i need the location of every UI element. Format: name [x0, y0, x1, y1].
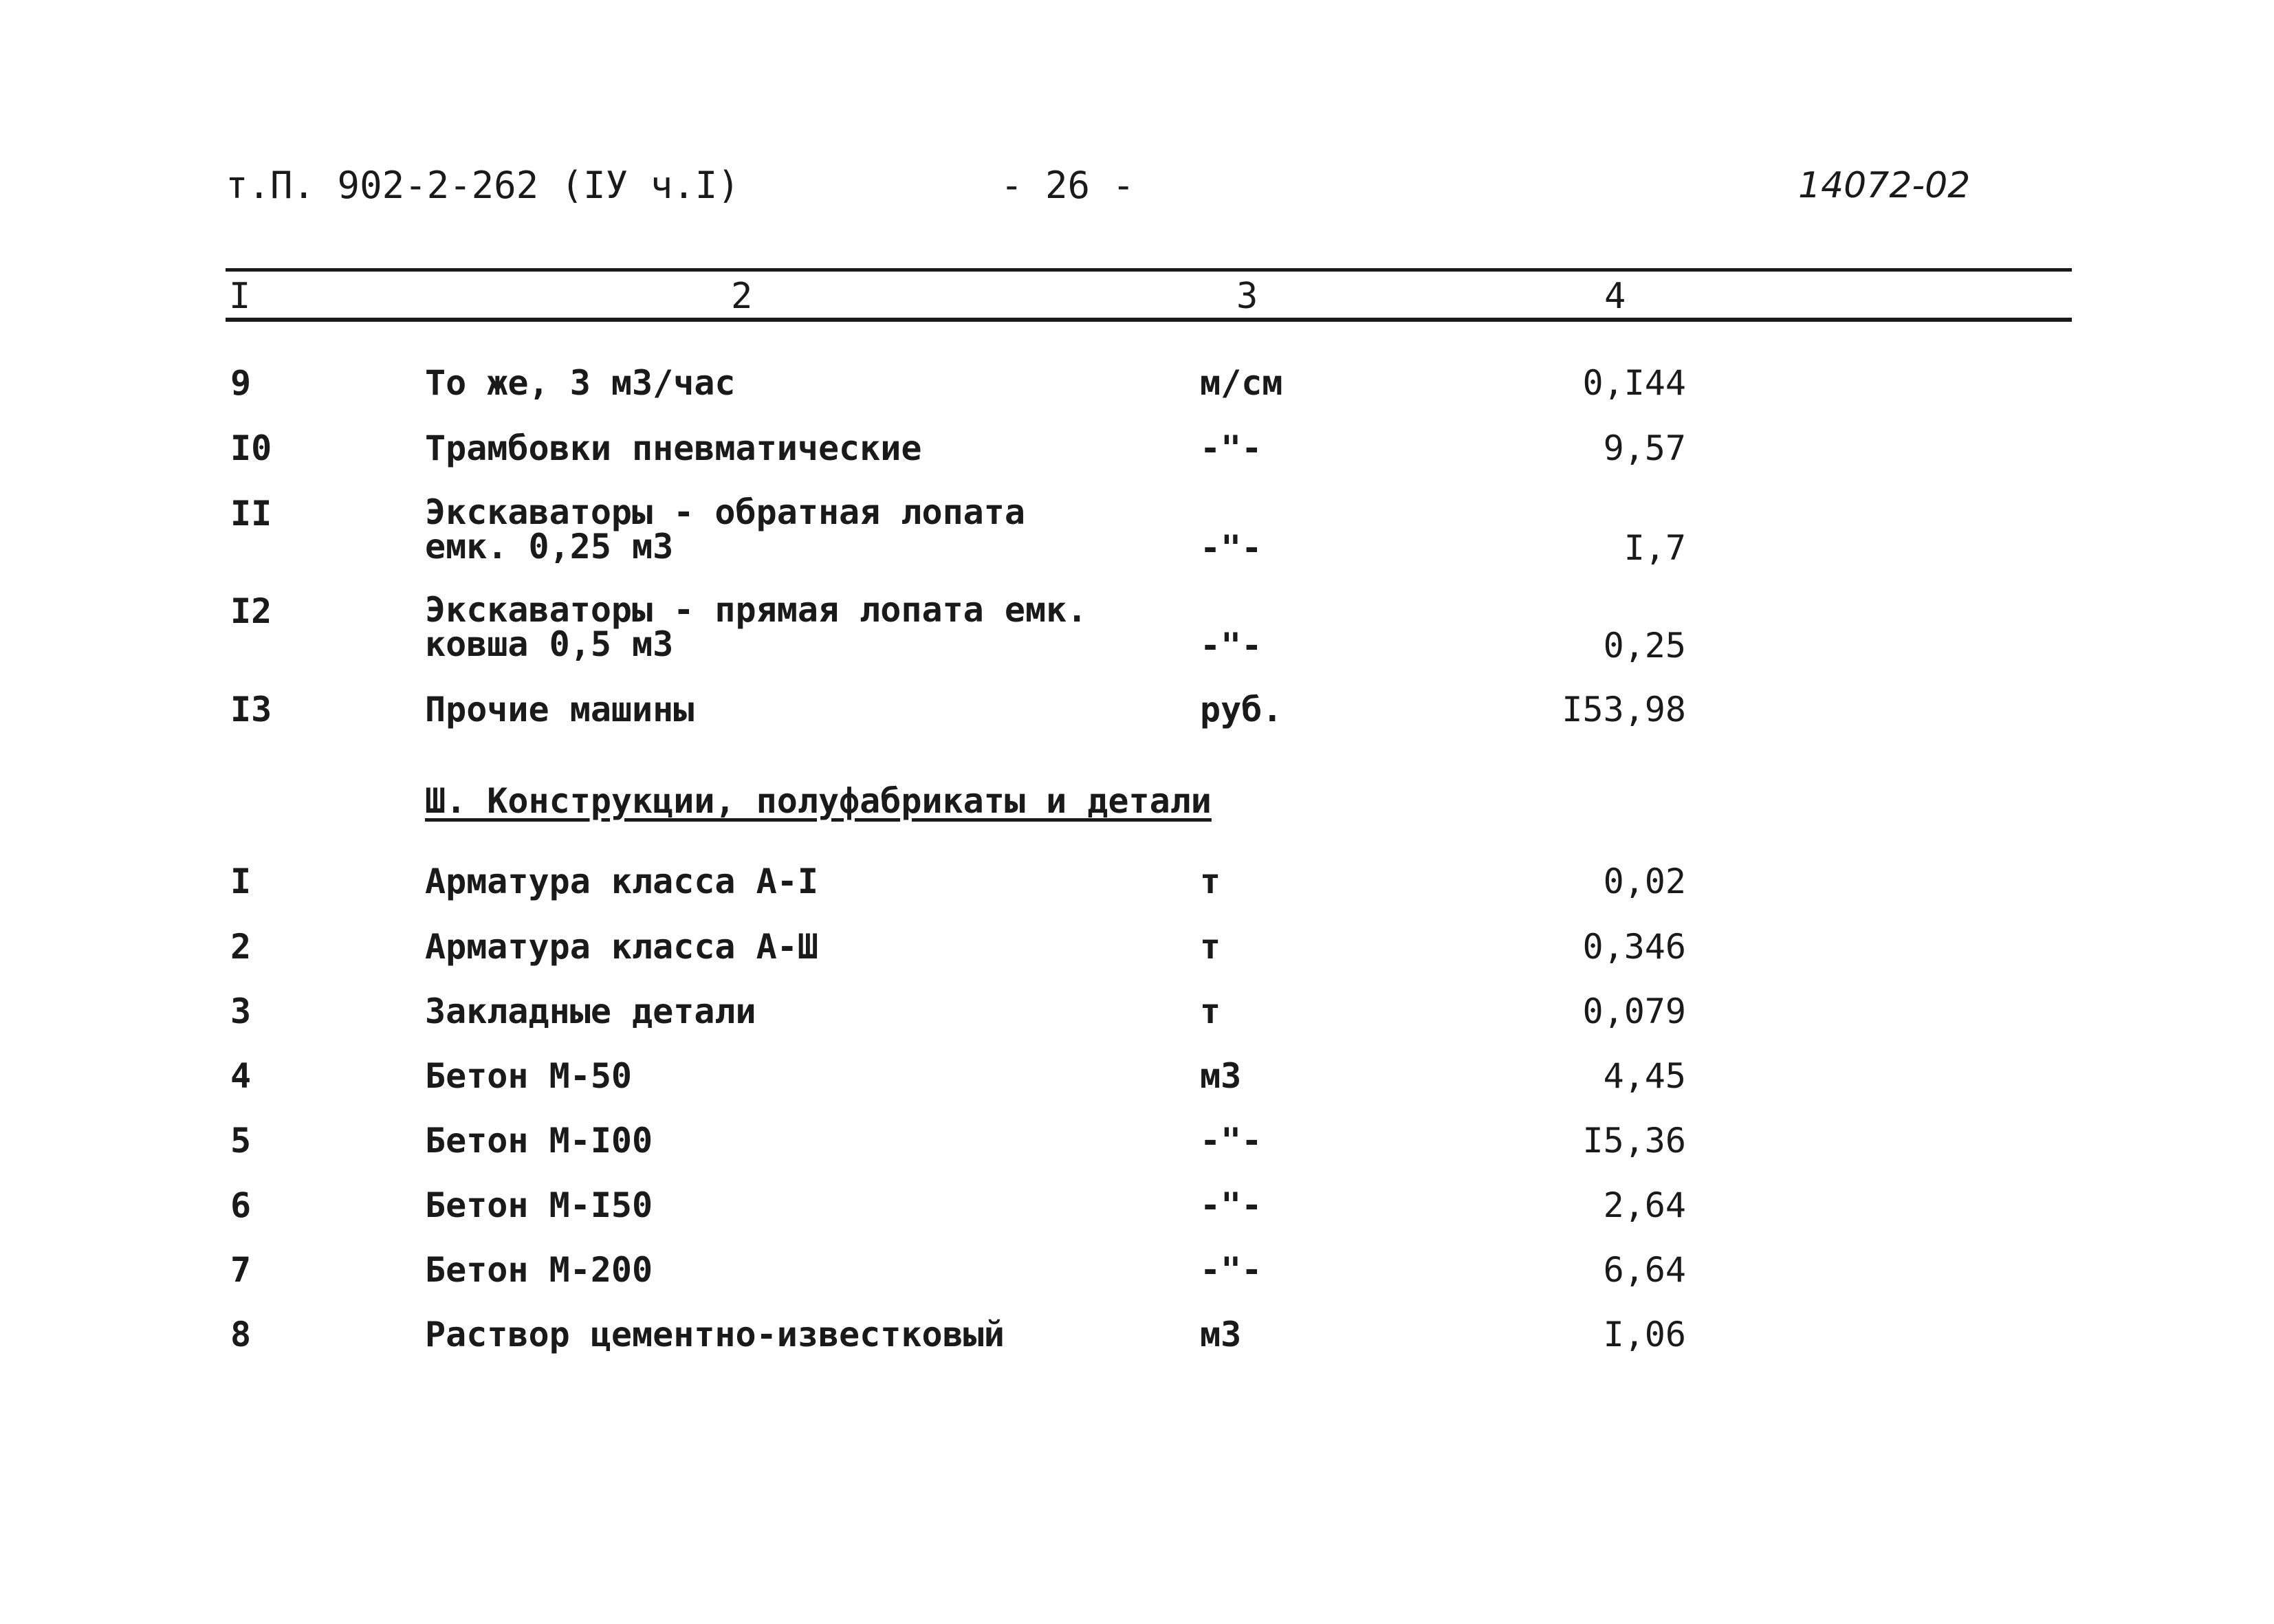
row-name: Трамбовки пневматические [425, 428, 922, 468]
row-number: 6 [230, 1185, 252, 1225]
row-name: Экскаваторы - прямая лопата емк. ковша 0,5 м3 [425, 590, 1088, 664]
row-value: 4,45 [1603, 1056, 1686, 1096]
row-number: 2 [230, 927, 252, 967]
row-name: Арматура класса А-I [425, 862, 818, 901]
row-value: I53,98 [1562, 690, 1686, 729]
row-number: I3 [230, 690, 272, 729]
column-number-3: 3 [1236, 276, 1258, 317]
row-number: 7 [230, 1250, 252, 1290]
row-name: То же, 3 м3/час [425, 363, 736, 403]
row-name: Закладные детали [425, 991, 756, 1031]
row-unit: -"- [1200, 1185, 1262, 1225]
row-value: 0,079 [1582, 991, 1686, 1031]
row-unit: т [1200, 862, 1221, 901]
column-number-4: 4 [1604, 276, 1626, 317]
row-value: 0,I44 [1582, 363, 1686, 403]
row-number: II [230, 494, 272, 534]
row-name: Раствор цементно-известковый [425, 1315, 1005, 1354]
table-top-rule [226, 268, 2072, 272]
row-value: I,7 [1623, 528, 1686, 568]
row-unit: м/см [1200, 363, 1283, 403]
row-value: 2,64 [1603, 1185, 1686, 1225]
row-number: I0 [230, 428, 272, 468]
page-number: - 26 - [1001, 164, 1135, 207]
row-value: 0,346 [1582, 927, 1686, 967]
row-number: 8 [230, 1315, 252, 1354]
archive-number: 14072-02 [1798, 165, 1971, 206]
column-number-1: I [229, 276, 251, 317]
row-number: 9 [230, 363, 252, 403]
row-name: Бетон М-I50 [425, 1185, 653, 1225]
section-title: Ш. Конструкции, полуфабрикаты и детали [425, 781, 1212, 821]
row-name: Бетон М-I00 [425, 1121, 653, 1161]
row-name: Арматура класса А-Ш [425, 927, 818, 967]
row-unit: -"- [1200, 626, 1262, 666]
row-unit: -"- [1200, 1121, 1262, 1161]
row-name: Бетон М-200 [425, 1250, 653, 1290]
row-value: 6,64 [1603, 1250, 1686, 1290]
row-number: I [230, 862, 252, 901]
row-unit: м3 [1200, 1315, 1242, 1354]
row-value: I5,36 [1582, 1121, 1686, 1161]
document-code: т.П. 902-2-262 (IУ ч.I) [226, 164, 740, 207]
row-unit: руб. [1200, 690, 1283, 729]
row-name: Экскаваторы - обратная лопата емк. 0,25 м3 [425, 492, 1025, 567]
row-value: 0,25 [1603, 626, 1686, 666]
row-unit: -"- [1200, 528, 1262, 568]
column-number-2: 2 [731, 276, 753, 317]
row-name: Бетон М-50 [425, 1056, 633, 1096]
row-number: 3 [230, 991, 252, 1031]
row-value: 0,02 [1603, 862, 1686, 901]
row-number: I2 [230, 591, 272, 631]
row-value: 9,57 [1603, 428, 1686, 468]
row-unit: м3 [1200, 1056, 1242, 1096]
row-value: I,06 [1603, 1315, 1686, 1354]
row-unit: т [1200, 991, 1221, 1031]
row-unit: т [1200, 927, 1221, 967]
row-name: Прочие машины [425, 690, 695, 729]
row-unit: -"- [1200, 1250, 1262, 1290]
row-number: 4 [230, 1056, 252, 1096]
table-header-rule [226, 318, 2072, 322]
row-unit: -"- [1200, 428, 1262, 468]
row-number: 5 [230, 1121, 252, 1161]
